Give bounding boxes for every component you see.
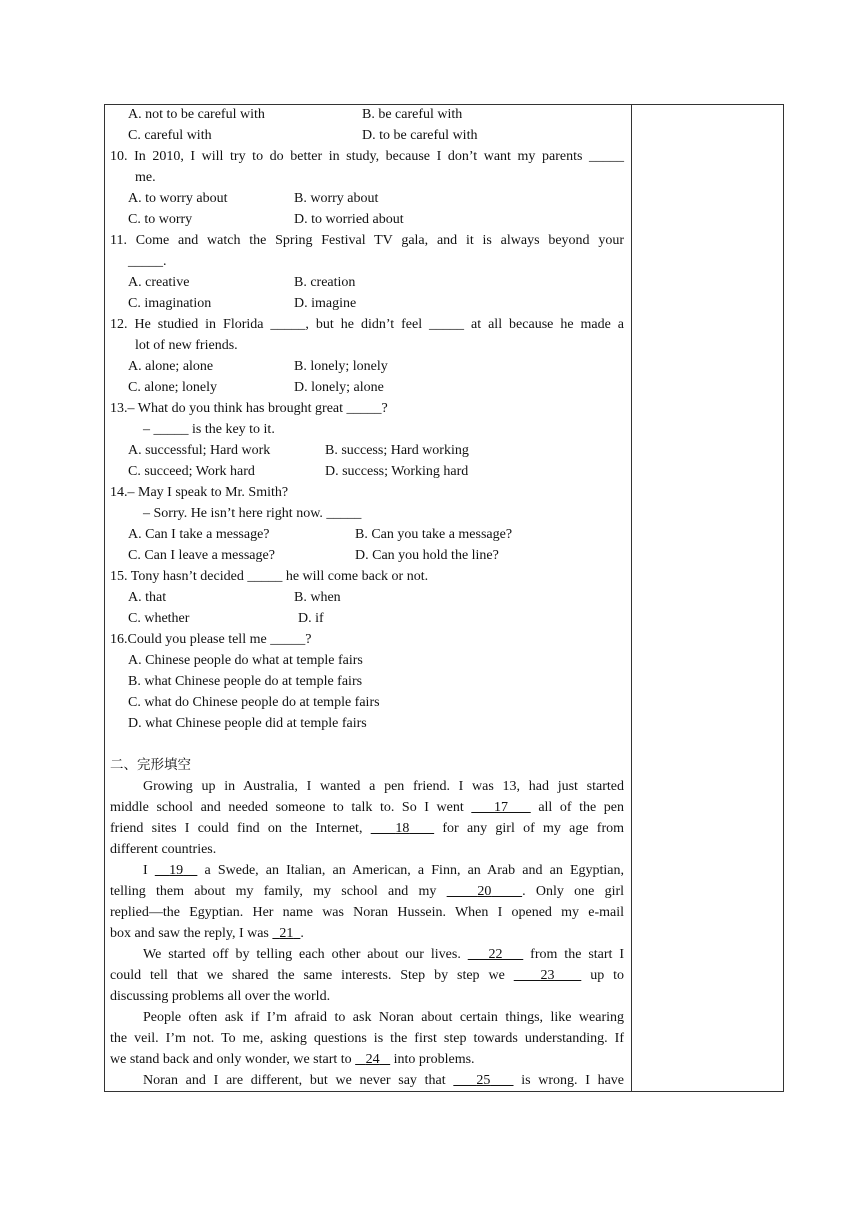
question-14: 14.– May I speak to Mr. Smith? [110,485,289,500]
blank-23[interactable]: 23 [540,968,555,983]
option-b: B. Can you take a message? [355,527,513,542]
blank-21[interactable]: 21 [279,926,294,941]
blank-20[interactable]: 20 [477,884,492,899]
option-c: C. Can I leave a message? [128,548,275,563]
passage-line: replied—the Egyptian. Her name was Noran Hussein. When I opened my e-mail [110,905,624,920]
question-12: 12. He studied in Florida _____, but he didn’t feel _____ at all because he made a [110,317,624,332]
passage-line: People often ask if I’m afraid to ask Noran about certain things, like wearing [143,1010,624,1025]
question-11: 11. Come and watch the Spring Festival TV gala, and it is always beyond your [110,233,624,248]
question-10-cont: me. [135,170,156,185]
option-d: D. to be careful with [362,128,478,143]
passage-line: the veil. I’m not. To me, asking questions is the first step towards understanding. If [110,1031,624,1046]
question-13: 13.– What do you think has brought great _____? [110,401,388,416]
blank-19[interactable]: 19 [169,863,184,878]
passage-line: I 19 a Swede, an Italian, an American, a Finn, an Arab and an Egyptian, [143,863,625,878]
passage-line: box and saw the reply, I was 21 . [110,926,304,941]
question-14-reply: – Sorry. He isn’t here right now. _____ [143,506,362,521]
blank-25[interactable]: 25 [476,1073,491,1088]
question-10: 10. In 2010, I will try to do better in study, because I don’t want my parents _____ [110,149,624,164]
option-b: B. creation [294,275,356,290]
passage-line: Noran and I are different, but we never say that 25 is wrong. I have [143,1073,625,1088]
option-c: C. what do Chinese people do at temple fairs [128,695,380,710]
option-c: C. whether [128,611,190,626]
question-15: 15. Tony hasn’t decided _____ he will come back or not. [110,569,429,584]
option-b: B. what Chinese people do at temple fairs [128,674,363,689]
option-c: C. succeed; Work hard [128,464,255,479]
passage-line: We started off by telling each other about our lives. 22 from the start I [143,947,625,962]
option-d: D. if [298,611,324,626]
option-a: A. not to be careful with [128,107,265,122]
option-b: B. lonely; lonely [294,359,388,374]
option-d: D. success; Working hard [325,464,469,479]
blank-24[interactable]: 24 [365,1052,380,1067]
blank-18[interactable]: 18 [395,821,410,836]
option-d: D. what Chinese people did at temple fairs [128,716,367,731]
passage-line: we stand back and only wonder, we start to 24 into problems. [110,1052,475,1067]
passage-line: telling them about my family, my school and my 20 . Only one girl [110,884,625,899]
option-c: C. imagination [128,296,212,311]
option-a: A. alone; alone [128,359,214,374]
section-title: 二、完形填空 [110,757,191,773]
column-divider [631,104,632,1092]
option-a: A. creative [128,275,190,290]
question-13-reply: – _____ is the key to it. [143,422,275,437]
option-d: D. to worried about [294,212,404,227]
question-16: 16.Could you please tell me _____? [110,632,312,647]
option-d: D. Can you hold the line? [355,548,499,563]
option-a: A. successful; Hard work [128,443,271,458]
option-c: C. to worry [128,212,193,227]
option-a: A. that [128,590,167,605]
option-a: A. Can I take a message? [128,527,270,542]
blank-22[interactable]: 22 [488,947,503,962]
option-b: B. success; Hard working [325,443,469,458]
passage-line: middle school and needed someone to talk to. So I went 17 all of the pen [110,800,625,815]
passage-line: discussing problems all over the world. [110,989,331,1004]
passage-line: could tell that we shared the same interests. Step by step we 23 up to [110,968,625,983]
option-b: B. worry about [294,191,379,206]
option-c: C. alone; lonely [128,380,218,395]
blank-17[interactable]: 17 [494,800,509,815]
option-b: B. be careful with [362,107,463,122]
option-d: D. imagine [294,296,357,311]
passage-line: different countries. [110,842,217,857]
question-12-cont: lot of new friends. [135,338,238,353]
option-d: D. lonely; alone [294,380,384,395]
option-a: A. to worry about [128,191,228,206]
option-c: C. careful with [128,128,212,143]
passage-line: friend sites I could find on the Internet, 18 for any girl of my age from [110,821,625,836]
passage-line: Growing up in Australia, I wanted a pen friend. I was 13, had just started [143,779,624,794]
option-a: A. Chinese people do what at temple fairs [128,653,363,668]
option-b: B. when [294,590,341,605]
question-11-cont: _____. [128,254,167,269]
